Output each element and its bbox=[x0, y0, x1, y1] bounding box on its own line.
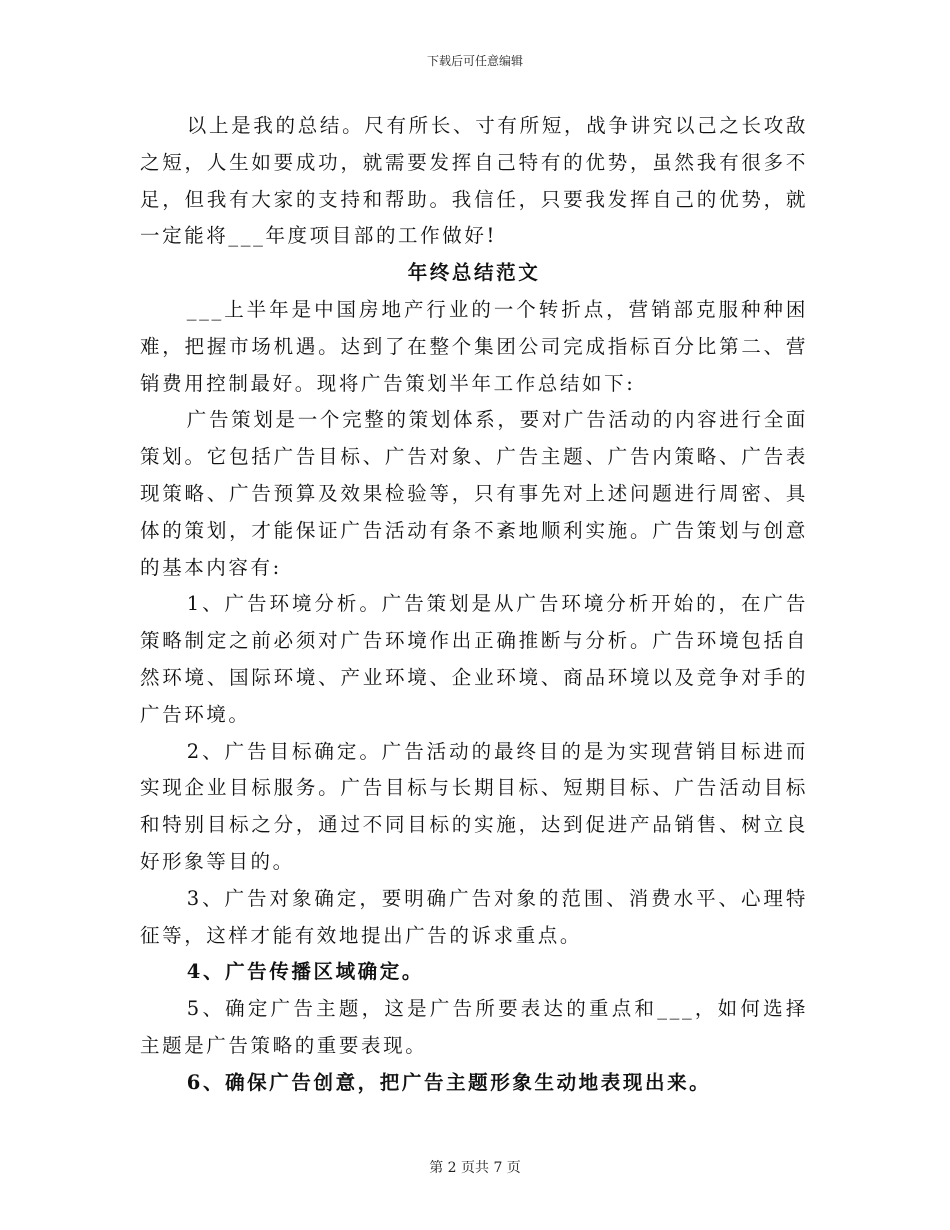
document-body bbox=[140, 108, 808, 1102]
paragraph-overview: 广告策划是一个完整的策划体系，要对广告活动的内容进行全面策划。它包括广告目标、广告对象、广告主题、广告内策略、广告表现策略、广告预算及效果检验等，只有事先对上述问题进行周密、具体的策划，才能保证广告活动有条不紊地顺利实施。广告策划与创意的基本内容有: bbox=[140, 408, 808, 579]
page-header: 下载后可任意编辑 bbox=[426, 54, 523, 68]
paragraph-item-6: 6、确保广告创意，把广告主题形象生动地表现出来。 bbox=[186, 1070, 712, 1094]
section-title: 年终总结范文 bbox=[407, 261, 541, 285]
paragraph-conclusion: 以上是我的总结。尺有所长、寸有所短，战争讲究以己之长攻敌之短，人生如要成功，就需要发挥自己特有的优势，虽然我有很多不足，但我有大家的支持和帮助。我信任，只要我发挥自己的优势，就一定能将___年度项目部的工作做好! bbox=[140, 114, 808, 248]
paragraph-item-1: 1、广告环境分析。广告策划是从广告环境分析开始的，在广告策略制定之前必须对广告环境作出正确推断与分析。广告环境包括自然环境、国际环境、产业环境、企业环境、商品环境以及竞争对手的广告环境。 bbox=[140, 592, 808, 726]
paragraph-item-4: 4、广告传播区域确定。 bbox=[186, 960, 424, 984]
paragraph-item-5: 5、确定广告主题，这是广告所要表达的重点和___，如何选择主题是广告策略的重要表现。 bbox=[140, 997, 808, 1057]
page-footer: 第 2 页共 7 页 bbox=[429, 1160, 521, 1176]
paragraph-item-2: 2、广告目标确定。广告活动的最终目的是为实现营销目标进而实现企业目标服务。广告目标与长期目标、短期目标、广告活动目标和特别目标之分，通过不同目标的实施，达到促进产品销售、树立良好形象等目的。 bbox=[140, 739, 808, 873]
paragraph-intro: ___上半年是中国房地产行业的一个转折点，营销部克服种种困难，把握市场机遇。达到了在整个集团公司完成指标百分比第二、营销费用控制最好。现将广告策划半年工作总结如下: bbox=[140, 297, 808, 395]
paragraph-item-3: 3、广告对象确定，要明确广告对象的范围、消费水平、心理特征等，这样才能有效地提出广告的诉求重点。 bbox=[140, 886, 808, 947]
